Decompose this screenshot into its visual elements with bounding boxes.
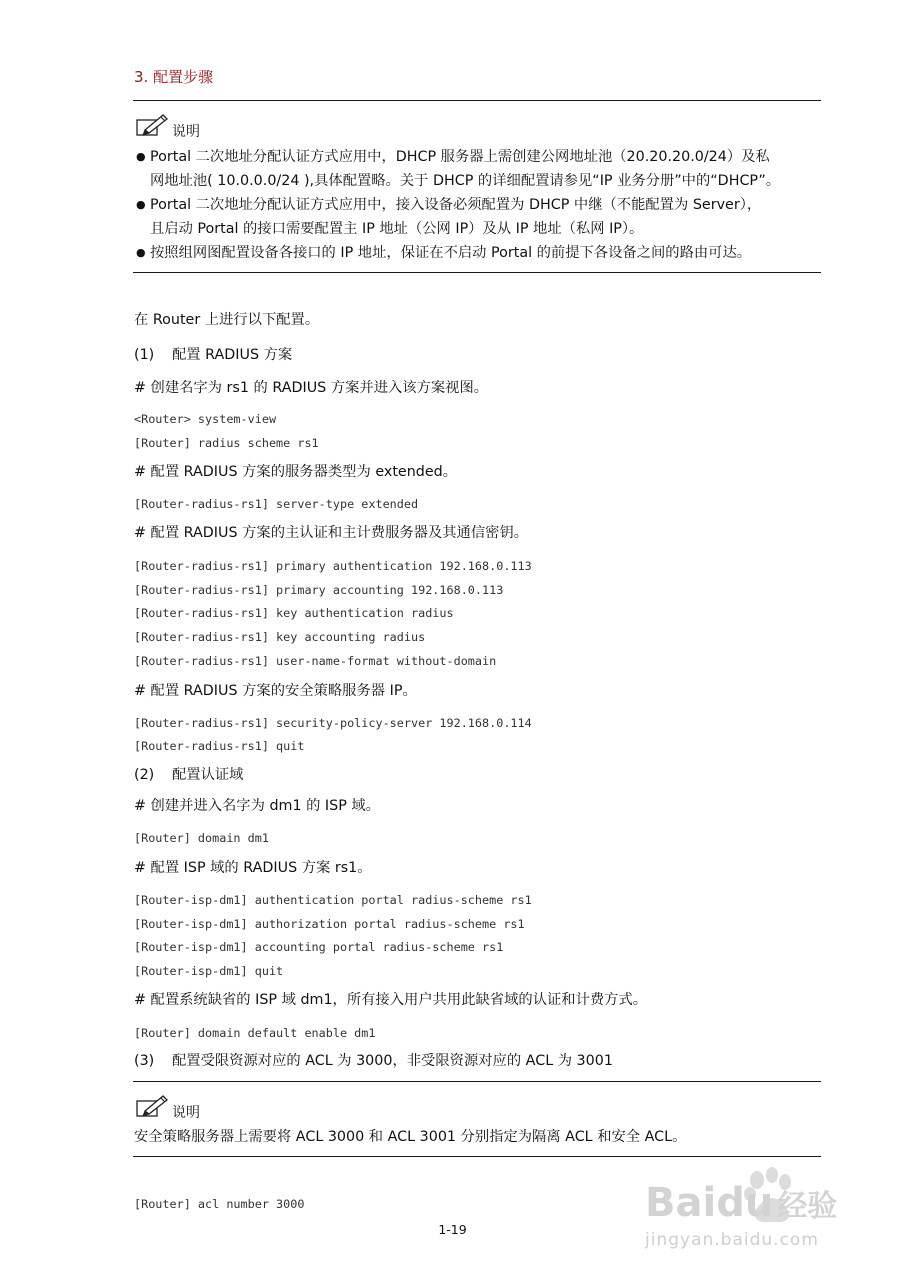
code-line: [Router] radius scheme rs1: [134, 436, 319, 450]
code-line: [Router-isp-dm1] quit: [134, 964, 284, 978]
step-2-number: (2): [134, 767, 155, 783]
step-2-title: 配置认证域: [172, 767, 244, 783]
comment-server-type: # 配置 RADIUS 方案的服务器类型为 extended。: [134, 464, 458, 480]
note-label: 说明: [172, 124, 200, 140]
note-pencil-icon: [135, 1093, 169, 1119]
watermark-brand: Baidu: [645, 1180, 774, 1226]
comment-create-scheme: # 创建名字为 rs1 的 RADIUS 方案并进入该方案视图。: [134, 380, 489, 396]
note-bullet-3-line-1: 按照组网图配置设备各接口的 IP 地址，保证在不启动 Portal 的前提下各设备之间的路由可达。: [150, 245, 752, 261]
code-line: [Router] acl number 3000: [134, 1197, 305, 1211]
step-3-title: 配置受限资源对应的 ACL 为 3000，非受限资源对应的 ACL 为 3001: [172, 1053, 613, 1069]
code-line: [Router-radius-rs1] key authentication radius: [134, 606, 454, 620]
code-line: [Router] domain default enable dm1: [134, 1026, 376, 1040]
bullet-icon: ●: [136, 198, 146, 211]
watermark-url: jingyan.baidu.com: [645, 1230, 819, 1250]
code-line: [Router-radius-rs1] key accounting radius: [134, 630, 426, 644]
step-1-title: 配置 RADIUS 方案: [172, 347, 293, 363]
note-bullet-1-line-2: 网地址池( 10.0.0.0/24 ),具体配置略。关于 DHCP 的详细配置请参见“IP 业务分册”中的“DHCP”。: [150, 173, 781, 189]
code-line: [Router-radius-rs1] quit: [134, 739, 305, 753]
code-line: [Router-isp-dm1] authorization portal radius-scheme rs1: [134, 917, 525, 931]
intro-text: 在 Router 上进行以下配置。: [134, 312, 320, 328]
step-1-number: (1): [134, 347, 155, 363]
bullet-icon: ●: [136, 150, 146, 163]
baidu-watermark: [645, 1160, 855, 1260]
note-top-rule: [133, 1081, 821, 1082]
code-line: [Router-radius-rs1] server-type extended: [134, 497, 419, 511]
comment-primary-servers: # 配置 RADIUS 方案的主认证和主计费服务器及其通信密钥。: [134, 525, 529, 541]
code-line: [Router-radius-rs1] security-policy-server 192.168.0.114: [134, 716, 532, 730]
code-line: [Router] domain dm1: [134, 831, 269, 845]
step-3-number: (3): [134, 1053, 155, 1069]
code-line: <Router> system-view: [134, 412, 277, 426]
note-bullet-2-line-1: Portal 二次地址分配认证方式应用中，接入设备必须配置为 DHCP 中继（不能配置为 Server），: [150, 197, 762, 213]
comment-create-domain: # 创建并进入名字为 dm1 的 ISP 域。: [134, 798, 380, 814]
section-heading: 3. 配置步骤: [134, 68, 214, 86]
code-line: [Router-radius-rs1] user-name-format without-domain: [134, 654, 497, 668]
note-bottom-rule: [133, 272, 821, 273]
comment-security-server: # 配置 RADIUS 方案的安全策略服务器 IP。: [134, 683, 417, 699]
code-line: [Router-radius-rs1] primary authentication 192.168.0.113: [134, 559, 532, 573]
code-line: [Router-isp-dm1] authentication portal radius-scheme rs1: [134, 893, 532, 907]
comment-domain-scheme: # 配置 ISP 域的 RADIUS 方案 rs1。: [134, 860, 372, 876]
note-2-text: 安全策略服务器上需要将 ACL 3000 和 ACL 3001 分别指定为隔离 ACL 和安全 ACL。: [134, 1129, 687, 1145]
code-line: [Router-isp-dm1] accounting portal radius-scheme rs1: [134, 940, 504, 954]
watermark-brand-cn: 经验: [777, 1189, 838, 1224]
page-number: 1-19: [438, 1222, 467, 1237]
code-line: [Router-radius-rs1] primary accounting 192.168.0.113: [134, 583, 504, 597]
note-bottom-rule: [133, 1156, 821, 1157]
bullet-icon: ●: [136, 246, 146, 259]
note-top-rule: [133, 100, 821, 101]
note-bullet-2-line-2: 且启动 Portal 的接口需要配置主 IP 地址（公网 IP）及从 IP 地址（私网 IP）。: [150, 221, 644, 237]
note-label: 说明: [172, 1105, 200, 1121]
note-bullet-1-line-1: Portal 二次地址分配认证方式应用中，DHCP 服务器上需创建公网地址池（20.20.20.0/24）及私: [150, 149, 770, 165]
note-pencil-icon: [135, 112, 169, 138]
comment-default-domain: # 配置系统缺省的 ISP 域 dm1，所有接入用户共用此缺省域的认证和计费方式。: [134, 992, 648, 1008]
